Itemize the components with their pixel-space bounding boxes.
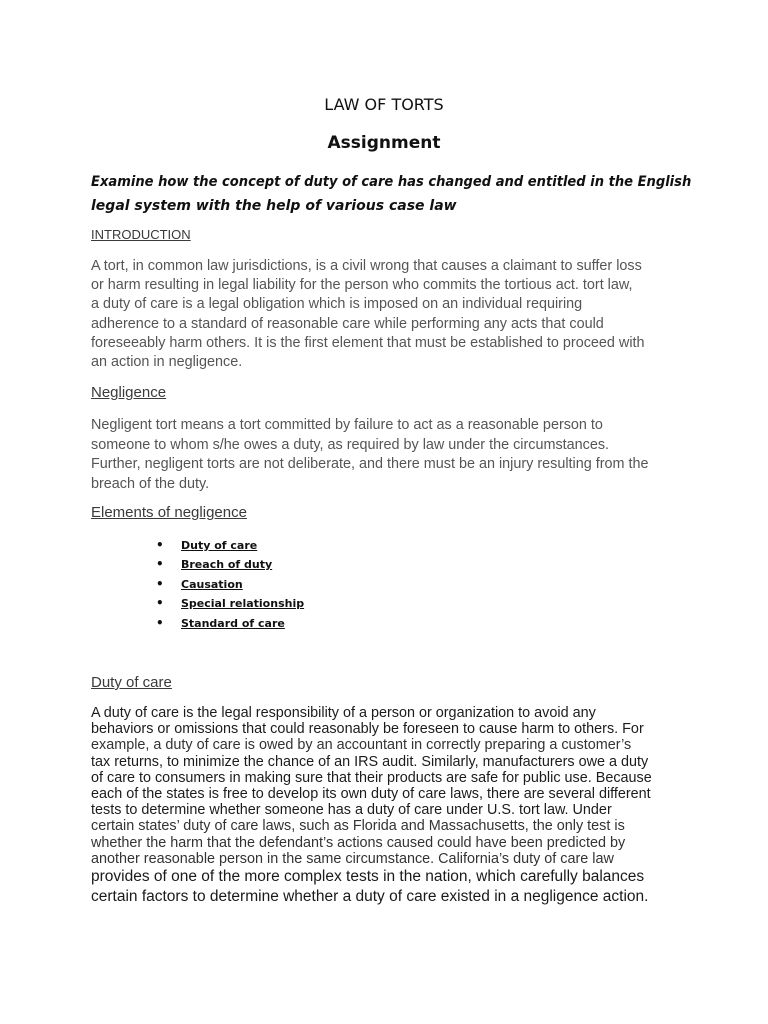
paragraph-line: adherence to a standard of reasonable care while performing any acts that could <box>91 315 604 332</box>
paragraph-line: Negligent tort means a tort committed by failure to act as a reasonable person to <box>91 417 603 433</box>
introduction-paragraph <box>91 257 691 372</box>
elements-heading: Elements of negligence <box>91 504 247 521</box>
duty-of-care-heading: Duty of care <box>91 674 172 691</box>
paragraph-line: tax returns, to minimize the chance of an IRS audit. Similarly, manufacturers owe a duty <box>91 753 649 770</box>
paragraph-line: a duty of care is a legal obligation which is imposed on an individual requiring <box>91 296 583 313</box>
paragraph-line: tests to determine whether someone has a duty of care under U.S. tort law. Under <box>91 802 612 819</box>
paragraph-line: certain factors to determine whether a duty of care existed in a negligence action. <box>91 887 649 905</box>
bullet-icon: • <box>156 615 164 630</box>
list-item-label: Breach of duty <box>181 558 273 572</box>
list-item-label: Duty of care <box>181 539 258 552</box>
paragraph-line: A duty of care is the legal responsibility of a person or organization to avoid any <box>91 705 596 721</box>
bullet-icon: • <box>156 576 164 591</box>
paragraph-line: someone to whom s/he owes a duty, as required by law under the circumstances. <box>91 436 610 453</box>
list-item-label: Special relationship <box>181 597 305 611</box>
negligence-paragraph <box>91 416 691 494</box>
paragraph-line: certain states’ duty of care laws, such as Florida and Massachusetts, the only test is <box>91 818 625 835</box>
introduction-heading: INTRODUCTION <box>91 227 191 242</box>
paragraph-line: breach of the duty. <box>91 475 210 492</box>
paragraph-line: an action in negligence. <box>91 354 243 371</box>
assignment-question <box>91 170 691 218</box>
bullet-icon: • <box>156 596 164 611</box>
paragraph-line: each of the states is free to develop its own duty of care laws, there are several different <box>91 786 651 803</box>
paragraph-line: behaviors or omissions that could reasonably be foreseen to cause harm to others. For <box>91 721 644 738</box>
paragraph-line: provides of one of the more complex tests in the nation, which carefully balances <box>91 868 645 886</box>
paragraph-line: Further, negligent torts are not deliberate, and there must be an injury resulting from the <box>91 456 649 472</box>
question-line: legal system with the help of various case law <box>91 198 457 214</box>
list-item-label: Causation <box>181 577 243 591</box>
question-line: Examine how the concept of duty of care has changed and entitled in the English <box>91 174 692 190</box>
document-title: LAW OF TORTS <box>324 95 444 114</box>
paragraph-line: A tort, in common law jurisdictions, is a civil wrong that causes a claimant to suffer loss <box>91 258 642 274</box>
bullet-icon: • <box>156 557 164 572</box>
paragraph-line: or harm resulting in legal liability for the person who commits the tortious act. tort law, <box>91 277 633 294</box>
paragraph-line: whether the harm that the defendant’s actions caused could have been predicted by <box>91 834 626 851</box>
paragraph-line: of care to consumers in making sure that their products are safe for public use. Because <box>91 769 652 786</box>
paragraph-line: example, a duty of care is owed by an accountant in correctly preparing a customer’s <box>91 737 632 754</box>
paragraph-line: foreseeably harm others. It is the first element that must be established to proceed with <box>91 334 645 351</box>
negligence-heading: Negligence <box>91 384 167 401</box>
duty-of-care-paragraph <box>91 705 691 906</box>
document-subtitle: Assignment <box>327 133 441 153</box>
bullet-icon: • <box>156 538 164 552</box>
paragraph-line: another reasonable person in the same circumstance. California’s duty of care law <box>91 850 614 867</box>
list-item-label: Standard of care <box>181 616 285 630</box>
